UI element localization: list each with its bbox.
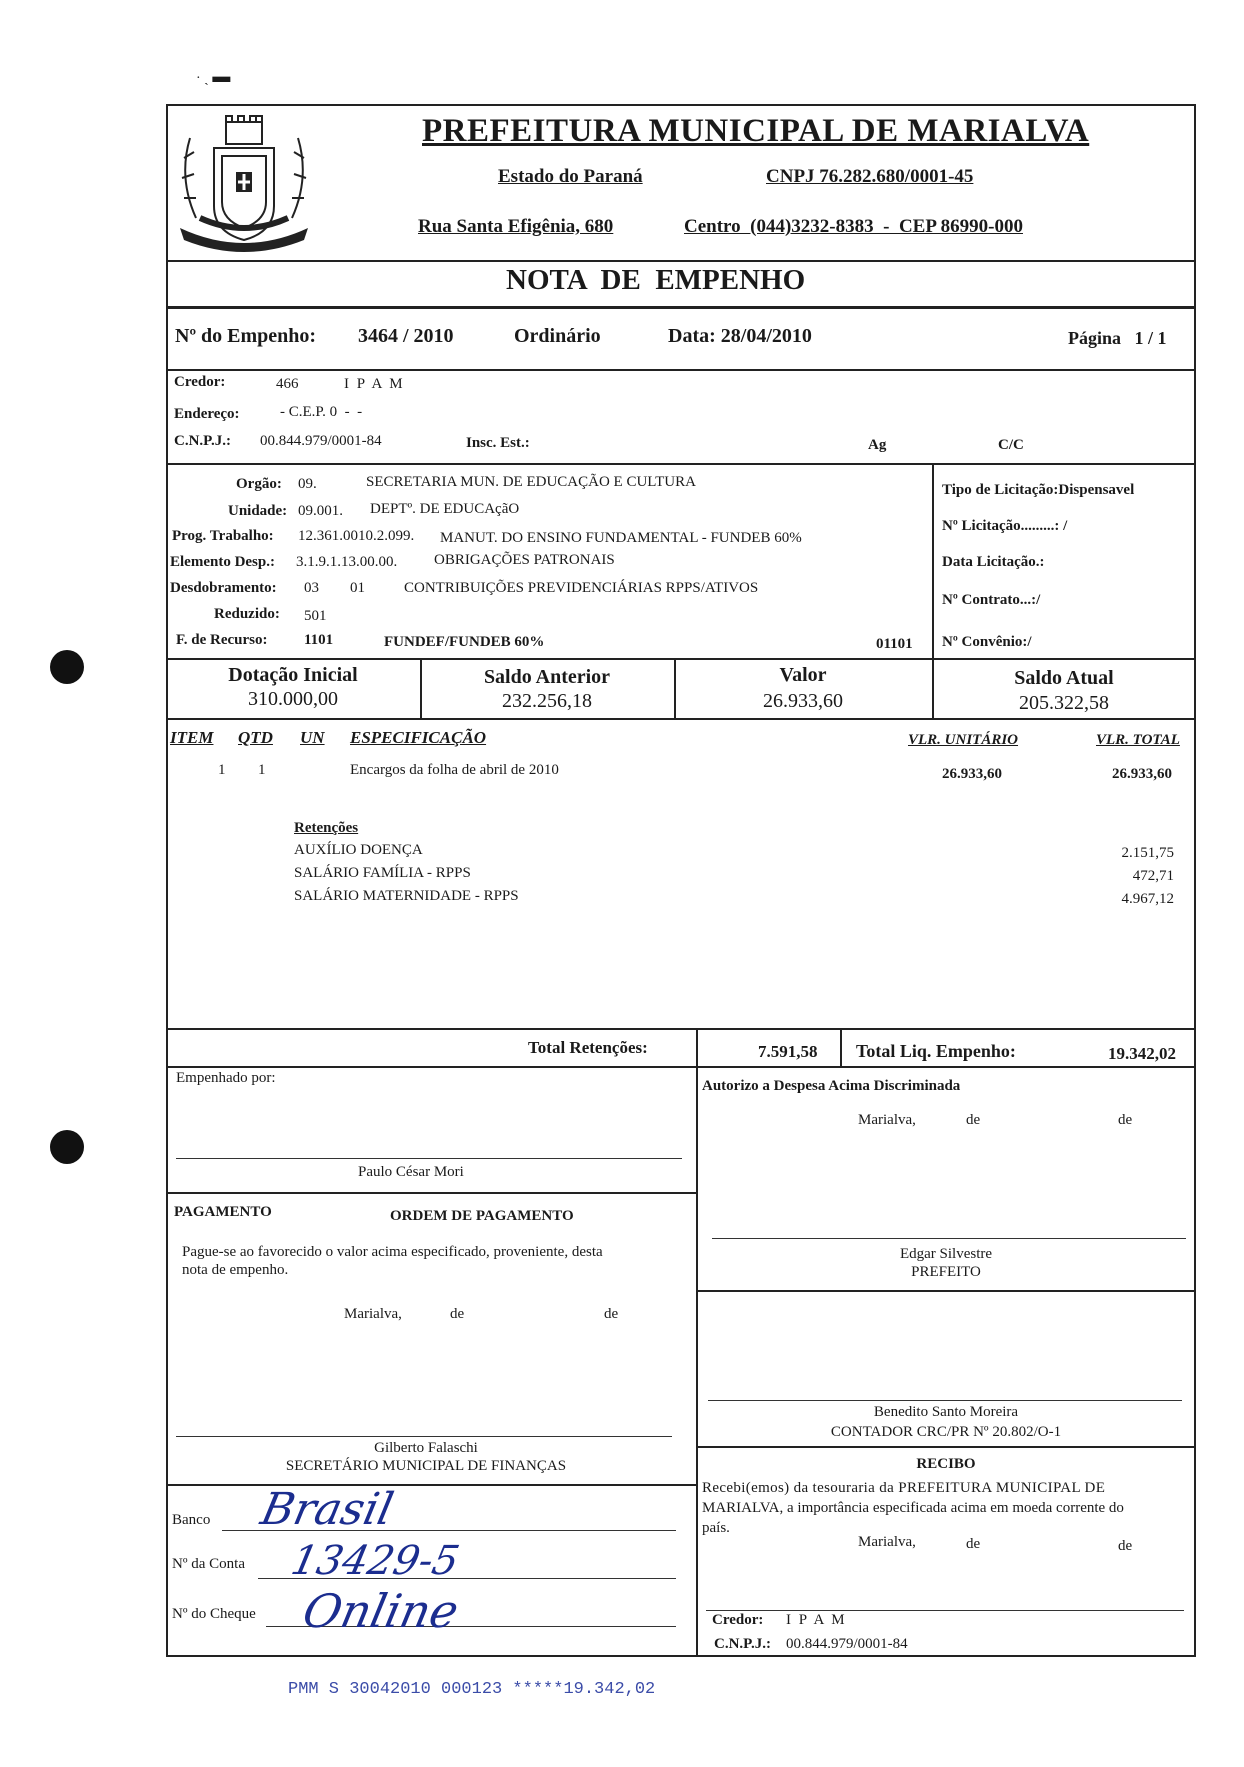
empenho-type: Ordinário [514,325,601,347]
cnpj-value: 00.844.979/0001-84 [260,433,382,449]
page-number: Página 1 / 1 [1068,328,1167,348]
empenhado-por-label: Empenhado por: [176,1070,276,1086]
total-retencoes-label: Total Retenções: [528,1038,648,1057]
recurso-value: FUNDEF/FUNDEB 60% [384,634,545,650]
pagamento-de: de [604,1306,619,1322]
retencao-name: SALÁRIO FAMÍLIA - RPPS [294,865,471,881]
prefeito-role: PREFEITO [911,1264,981,1280]
bank-authentication-stamp: PMM S 30042010 000123 *****19.342,02 [288,1680,656,1699]
insc-est-label: Insc. Est.: [466,435,530,451]
punch-hole-bottom [50,1130,84,1164]
elemento-label: Elemento Desp.: [170,554,275,570]
divider [166,260,1196,262]
contador-name: Benedito Santo Moreira [873,1404,1019,1420]
signature-line [706,1610,1184,1611]
empenho-number: 3464 / 2010 [358,325,454,347]
retencao-value: 2.151,75 [1121,845,1174,861]
conta-label: Nº da Conta [172,1556,245,1572]
recibo-credor-label: Credor: [712,1612,764,1628]
recibo-cnpj-value: 00.844.979/0001-84 [786,1636,908,1652]
endereco-label: Endereço: [174,406,240,422]
reduzido-value: 501 [304,608,327,624]
item-col-header: ITEM [170,728,214,747]
retencao-name: AUXÍLIO DOENÇA [294,842,423,858]
cheque-handwritten: Online [298,1584,464,1638]
prog-trabalho-code: 12.361.0010.2.099. [298,528,415,544]
cnpj-label: CNPJ 76.282.680/0001-45 [766,166,974,187]
item-vlr-unitario: 26.933,60 [942,766,1002,782]
ordem-pagamento-label: ORDEM DE PAGAMENTO [390,1208,574,1224]
endereco-value: - C.E.P. 0 - - [280,404,363,420]
num-convenio: Nº Convênio:/ [942,634,1032,650]
divider [166,463,1196,465]
divider [166,1028,1196,1030]
recibo-de: de [1118,1538,1133,1554]
data-licitacao: Data Licitação.: [942,554,1045,570]
valor-label: Valor [779,664,827,686]
empenho-date: Data: 28/04/2010 [668,325,812,347]
saldo-atual-value: 205.322,58 [1019,692,1109,714]
contador-role: CONTADOR CRC/PR Nº 20.802/O-1 [830,1424,1062,1440]
saldo-atual-label: Saldo Atual [1014,667,1114,689]
pagamento-de: de [450,1306,465,1322]
autorizo-de: de [966,1112,981,1128]
recibo-text: MARIALVA, a importância especificada acima em moeda corrente do [702,1500,1124,1516]
divider [166,306,1196,309]
document-title: NOTA DE EMPENHO [506,264,806,296]
empenhado-por-name: Paulo César Mori [358,1164,464,1180]
cheque-label: Nº do Cheque [172,1606,256,1622]
recibo-de: de [966,1536,981,1552]
signature-line [176,1158,682,1159]
dotacao-inicial-label: Dotação Inicial [228,664,358,686]
cc-label: C/C [998,437,1024,453]
divider [166,1066,1196,1068]
recibo-city: Marialva, [858,1534,916,1550]
item-number: 1 [218,762,226,778]
banco-label: Banco [172,1512,211,1528]
saldo-anterior-value: 232.256,18 [502,690,592,712]
num-contrato: Nº Contrato...:/ [942,592,1041,608]
recibo-text: país. [702,1520,730,1536]
retencao-value: 472,71 [1132,868,1174,884]
divider [166,658,1196,660]
unidade-label: Unidade: [228,503,288,519]
secretario-role: SECRETÁRIO MUNICIPAL DE FINANÇAS [285,1458,567,1474]
address-contact: Centro (044)3232-8383 - CEP 86990-000 [684,216,1023,237]
dotacao-inicial-value: 310.000,00 [248,688,338,710]
divider [696,1446,1196,1448]
orgao-label: Orgão: [236,476,282,492]
autorizo-label: Autorizo a Despesa Acima Discriminada [702,1078,961,1094]
divider [840,1028,842,1068]
elemento-value: OBRIGAÇÕES PATRONAIS [434,552,615,568]
ag-label: Ag [868,437,887,453]
divider [932,463,934,658]
orgao-value: SECRETARIA MUN. DE EDUCAÇÃO E CULTURA [366,474,696,490]
pagamento-label: PAGAMENTO [174,1204,272,1220]
total-liquido-label: Total Liq. Empenho: [856,1041,1016,1061]
vlr-unitario-col-header: VLR. UNITÁRIO [908,732,1019,748]
secretario-name: Gilberto Falaschi [374,1440,478,1456]
retencao-name: SALÁRIO MATERNIDADE - RPPS [294,888,519,904]
especificacao-col-header: ESPECIFICAÇÃO [350,728,487,747]
banco-handwritten: Brasil [256,1484,398,1535]
retencoes-title: Retenções [294,820,359,836]
desdobramento-b: 01 [350,580,365,596]
tipo-licitacao: Tipo de Licitação:Dispensavel [942,482,1135,498]
vlr-total-col-header: VLR. TOTAL [1096,732,1180,748]
recibo-title: RECIBO [916,1456,976,1472]
reduzido-label: Reduzido: [214,606,280,622]
recibo-cnpj-label: C.N.P.J.: [714,1636,771,1652]
recurso-label: F. de Recurso: [176,632,268,648]
total-retencoes-value: 7.591,58 [758,1042,818,1061]
divider [166,1484,696,1486]
divider [166,718,1196,720]
desdobramento-value: CONTRIBUIÇÕES PREVIDENCIÁRIAS RPPS/ATIVOS [404,580,759,596]
credor-label: Credor: [174,374,226,390]
signature-line [176,1436,672,1437]
recibo-credor-value: I P A M [786,1612,847,1628]
qtd-col-header: QTD [238,728,273,747]
signature-line [712,1238,1186,1239]
elemento-code: 3.1.9.1.13.00.00. [296,554,398,570]
unidade-value: DEPTº. DE EDUCAçãO [370,501,520,517]
credor-code: 466 [276,376,299,392]
state-label: Estado do Paraná [498,166,643,187]
divider [166,1192,696,1194]
pagamento-text: nota de empenho. [182,1262,289,1278]
pagamento-city: Marialva, [344,1306,402,1322]
saldo-anterior-label: Saldo Anterior [483,666,611,688]
recurso-code: 1101 [304,632,334,648]
cnpj-label: C.N.P.J.: [174,433,231,449]
orgao-code: 09. [298,476,317,492]
unidade-code: 09.001. [298,503,343,519]
scan-mark: · ˏ ▬ [196,66,231,86]
valor-value: 26.933,60 [763,690,843,712]
coat-of-arms-logo [170,108,318,258]
address-label: Rua Santa Efigênia, 680 [418,216,614,237]
item-vlr-total: 26.933,60 [1112,766,1172,782]
recibo-text: Recebi(emos) da tesouraria da PREFEITURA MUNICIPAL DE [702,1480,1106,1496]
total-liquido-value: 19.342,02 [1108,1044,1176,1063]
autorizo-city: Marialva, [858,1112,916,1128]
prefeito-name: Edgar Silvestre [899,1246,993,1262]
desdobramento-a: 03 [304,580,319,596]
un-col-header: UN [300,728,325,747]
item-especificacao: Encargos da folha de abril de 2010 [350,762,559,778]
item-qtd: 1 [258,762,266,778]
recurso-number: 01101 [876,636,913,652]
signature-line [708,1400,1182,1401]
divider [696,1028,698,1068]
page-title: PREFEITURA MUNICIPAL DE MARIALVA [422,113,1090,149]
prog-trabalho-label: Prog. Trabalho: [172,528,274,544]
punch-hole-top [50,650,84,684]
prog-trabalho-value: MANUT. DO ENSINO FUNDAMENTAL - FUNDEB 60% [440,530,802,546]
autorizo-de: de [1118,1112,1133,1128]
conta-handwritten: 13429-5 [287,1538,464,1584]
credor-name: I P A M [344,376,405,392]
pagamento-text: Pague-se ao favorecido o valor acima especificado, proveniente, desta [182,1244,603,1260]
divider [166,369,1196,371]
divider [696,1290,1196,1292]
retencao-value: 4.967,12 [1121,891,1174,907]
desdobramento-label: Desdobramento: [170,580,277,596]
divider [696,1066,698,1657]
empenho-number-label: Nº do Empenho: [175,325,317,347]
num-licitacao: Nº Licitação.........: / [942,518,1068,534]
